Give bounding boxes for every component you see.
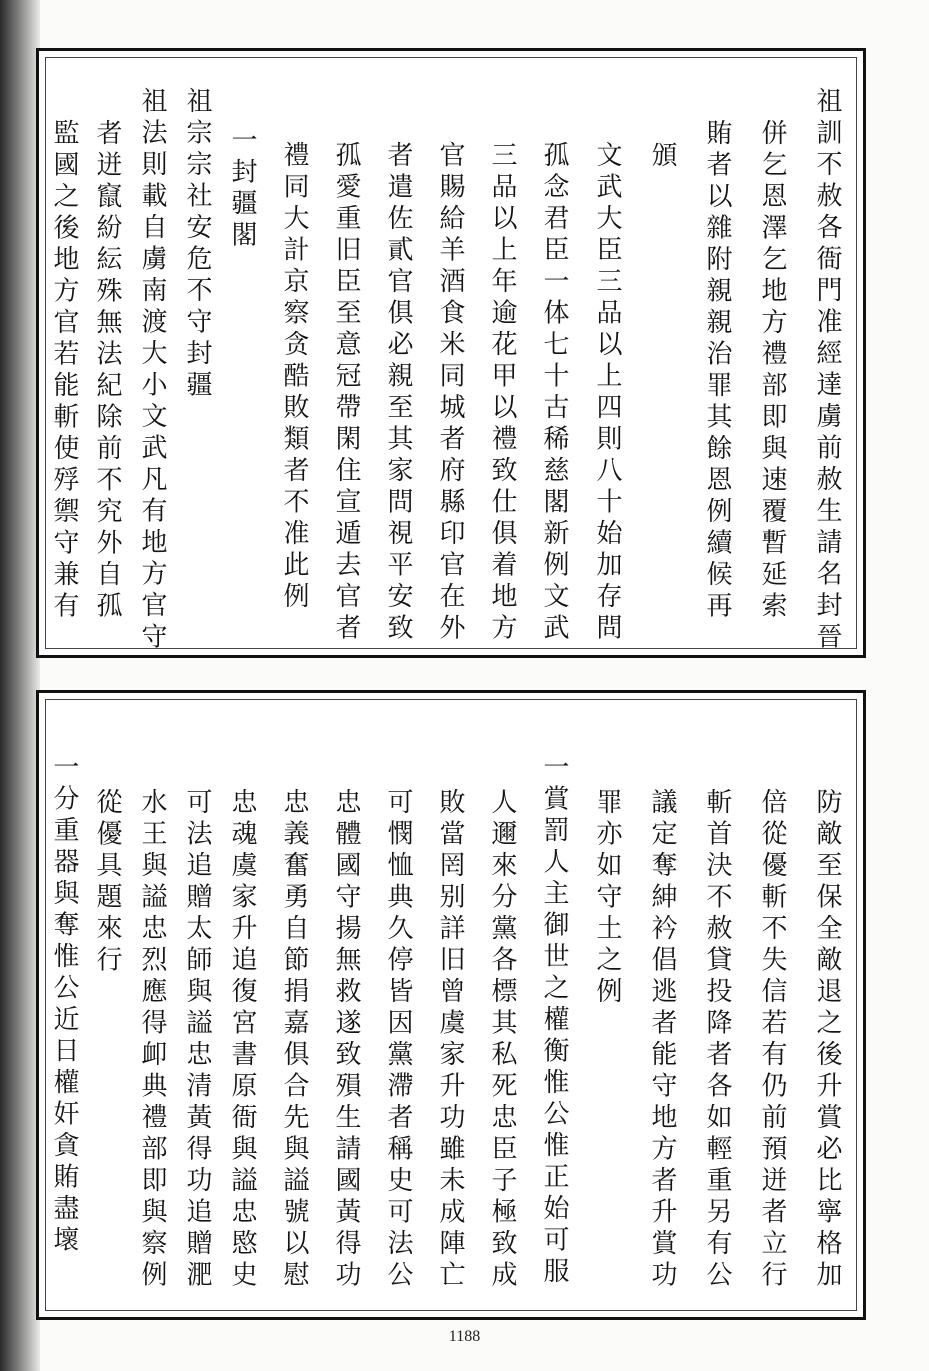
- text-column: 可法追贈太師與謚忠清黃得功追贈淝: [182, 788, 212, 1292]
- text-column: 罪亦如守土之例: [592, 788, 622, 1009]
- text-column: 文武大臣三品以上四則八十始加存問: [592, 141, 622, 645]
- text-column: 人邇來分黨各標其私死忠臣子極致成: [487, 788, 517, 1292]
- text-column: 忠魂虞家升追復宮書原衙與謚忠愍史: [227, 788, 257, 1292]
- lower-text-panel: [36, 690, 866, 1320]
- text-column: 祖宗宗社安危不守封疆: [182, 87, 212, 402]
- text-column: 斬首決不赦貸投降者各如輕重另有公: [702, 788, 732, 1292]
- upper-text-panel: [36, 48, 866, 658]
- text-column: 者遣佐貳官俱必親至其家問視平安致: [383, 141, 413, 645]
- text-column: 防敵至保全敵退之後升賞必比寧格加: [812, 788, 842, 1292]
- text-column: 孤念君臣一体七十古稀慈閣新例文武: [539, 141, 569, 645]
- text-column: 倍從優斬不失信若有仍前預迸者立行: [757, 788, 787, 1292]
- book-binding-shadow: [0, 0, 40, 1371]
- text-column: 忠體國守揚無救遂致殞生請國黃得功: [331, 788, 361, 1292]
- text-column: 一分重器與奪惟公近日權奸貪賄盡壞: [49, 753, 79, 1257]
- text-column: 官賜給羊酒食米同城者府縣印官在外: [435, 141, 465, 645]
- text-column: 祖訓不赦各衙門准經達虜前赦生請名封晉: [812, 87, 842, 654]
- text-column: 可憫恤典久停皆因黨滯者稱史可法公: [383, 788, 413, 1292]
- text-column: 祖法則載自虜南渡大小文武凡有地方官守: [137, 87, 167, 654]
- text-column: 禮同大計京察贪酷敗類者不准此例: [279, 141, 309, 614]
- text-column: 孤愛重旧臣至意冠帶閑住宣遁去官者: [331, 141, 361, 645]
- text-column: 賄者以雜附親親治罪其餘恩例續候再: [702, 119, 732, 623]
- text-column: 併乞恩澤乞地方禮部即與速覆暫延索: [757, 119, 787, 623]
- page-number: 1188: [448, 1328, 481, 1345]
- text-column: 一賞罰人主御世之權衡惟公惟正始可服: [539, 753, 569, 1289]
- text-column: 者迸竄紛紜殊無法紀除前不究外自孤: [92, 119, 122, 623]
- text-column: 頒: [647, 141, 677, 173]
- text-column: 一封疆閣: [227, 126, 257, 252]
- text-column: 敗當罔别詳旧曾虞家升功雖未成陣亡: [435, 788, 465, 1292]
- text-column: 從優具題來行: [92, 788, 122, 977]
- text-column: 監國之後地方官若能斬使殍禦守兼有: [49, 119, 79, 623]
- text-column: 忠義奮勇自節捐嘉俱合先與謚號以慰: [279, 788, 309, 1292]
- text-column: 三品以上年逾花甲以禮致仕俱着地方: [487, 141, 517, 645]
- text-column: 議定奪紳衿倡逃者能守地方者升賞功: [647, 788, 677, 1292]
- text-column: 水王與謚忠烈應得卹典禮部即與察例: [137, 788, 167, 1292]
